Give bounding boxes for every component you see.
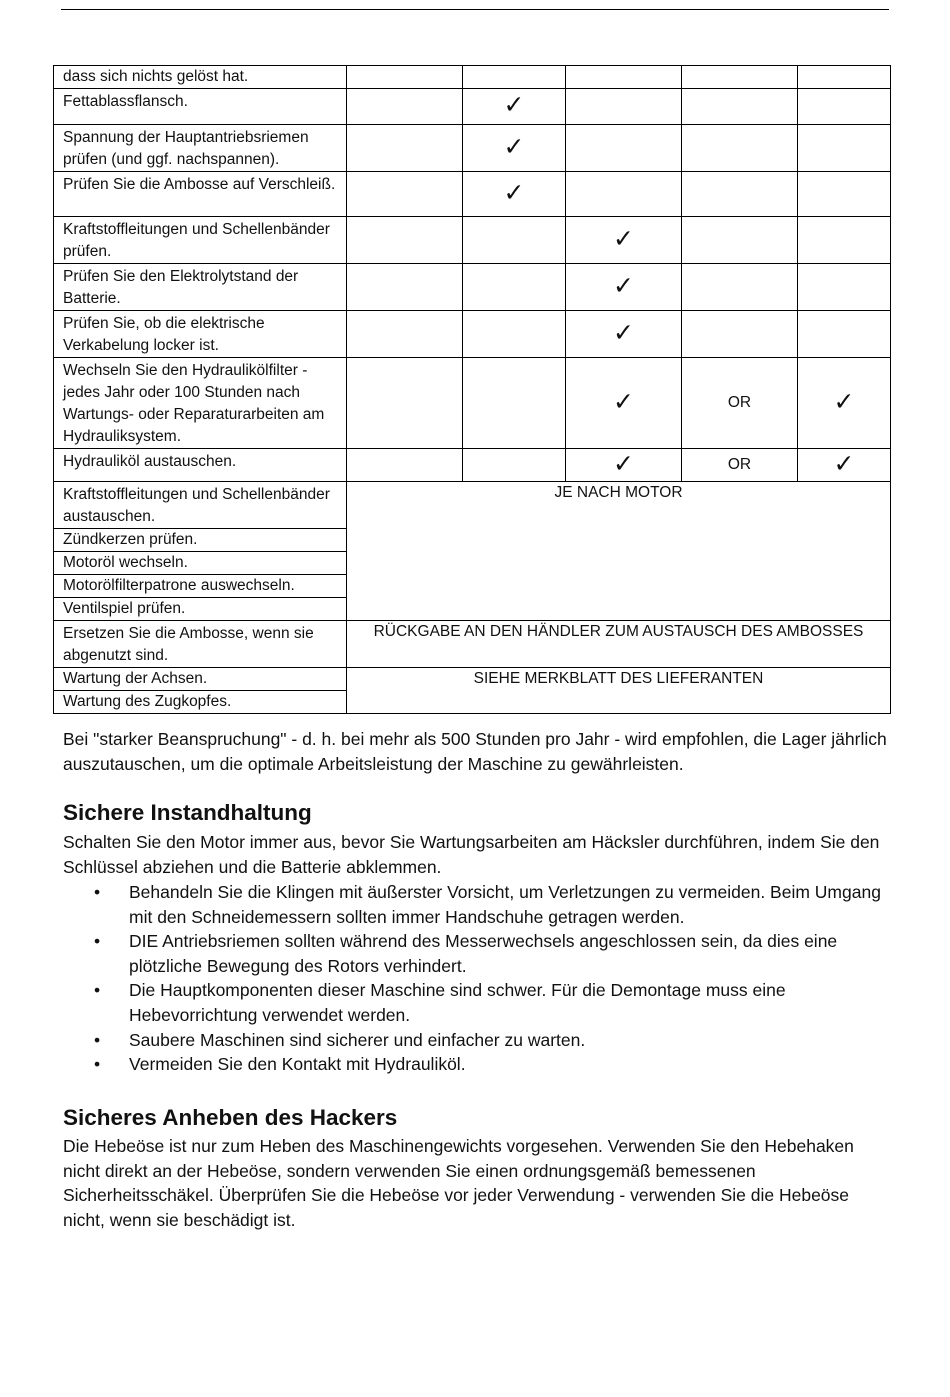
list-item-text: Saubere Maschinen sind sicherer und einfacher zu warten.	[129, 1029, 586, 1050]
empty-cell	[463, 311, 566, 358]
empty-cell	[347, 172, 463, 217]
empty-cell	[347, 311, 463, 358]
safe-maintenance-bullets	[63, 880, 893, 1077]
list-item-text: Behandeln Sie die Klingen mit äußerster Vorsicht, um Verletzungen zu vermeiden. Beim Umgang mit den Schneidemessern sollten immer Handschuhe getragen werden.	[129, 882, 881, 927]
table-row	[54, 217, 891, 264]
checkmark-icon: ✓	[833, 449, 855, 478]
checkmark-icon: ✓	[613, 449, 634, 478]
list-item	[63, 880, 893, 929]
table-row	[54, 311, 891, 358]
table-row-label: Prüfen Sie die Ambosse auf Verschleiß.	[54, 172, 347, 217]
table-row-label: Kraftstoffleitungen und Schellenbänder prüfen.	[54, 217, 347, 264]
table-row	[54, 89, 891, 125]
empty-cell	[682, 217, 798, 264]
supplier-merged-cell: SIEHE MERKBLATT DES LIEFERANTEN	[347, 668, 891, 714]
checkmark-icon: ✓	[833, 387, 855, 416]
empty-cell	[798, 217, 891, 264]
bullet-icon: •	[94, 882, 101, 902]
empty-cell	[682, 172, 798, 217]
table-row-label: Wartung des Zugkopfes.	[54, 691, 347, 714]
list-item	[63, 1052, 893, 1077]
checkmark-icon	[463, 172, 566, 217]
checkmark-icon	[566, 311, 682, 358]
empty-cell	[682, 264, 798, 311]
bearing-note: Bei "starker Beanspruchung" - d. h. bei mehr als 500 Stunden pro Jahr - wird empfohlen, die Lager jährlich auszutauschen, um die optimale Arbeitsleistung der Maschine zu gewährleisten.	[63, 729, 887, 774]
empty-cell	[682, 89, 798, 125]
empty-cell	[798, 66, 891, 89]
checkmark-icon: ✓	[613, 224, 634, 253]
or-cell	[682, 449, 798, 482]
empty-cell	[798, 125, 891, 172]
empty-cell	[463, 217, 566, 264]
safe-maintenance-intro: Schalten Sie den Motor immer aus, bevor Sie Wartungsarbeiten am Häcksler durchführen, indem Sie den Schlüssel abziehen und die Batterie abklemmen.	[63, 832, 880, 877]
empty-cell	[463, 449, 566, 482]
bullet-icon: •	[94, 1054, 101, 1075]
table-row	[54, 264, 891, 311]
or-label: OR	[727, 456, 752, 473]
empty-cell	[347, 89, 463, 125]
table-row-label: Spannung der Hauptantriebsriemen prüfen (und ggf. nachspannen).	[54, 125, 347, 172]
bullet-icon: •	[94, 931, 101, 952]
checkmark-icon	[566, 449, 682, 482]
empty-cell	[463, 358, 566, 449]
table-row-label: Motorölfilterpatrone auswechseln.	[54, 575, 347, 598]
empty-cell	[566, 89, 682, 125]
table-row	[54, 358, 891, 449]
empty-cell	[463, 264, 566, 311]
checkmark-icon	[566, 264, 682, 311]
empty-cell	[682, 125, 798, 172]
table-row-label: Ersetzen Sie die Ambosse, wenn sie abgenutzt sind.	[54, 621, 347, 668]
table-row-label: dass sich nichts gelöst hat.	[54, 66, 347, 89]
empty-cell	[347, 125, 463, 172]
table-row	[54, 125, 891, 172]
empty-cell	[347, 264, 463, 311]
table-row-label: Kraftstoffleitungen und Schellenbänder austauschen.	[54, 482, 347, 529]
table-row-label: Wechseln Sie den Hydraulikölfilter - jedes Jahr oder 100 Stunden nach Wartungs- oder Reparaturarbeiten am Hydrauliksystem.	[54, 358, 347, 449]
empty-cell	[463, 66, 566, 89]
list-item	[63, 1028, 893, 1053]
table-row-label: Prüfen Sie den Elektrolytstand der Batterie.	[54, 264, 347, 311]
table-row	[54, 172, 891, 217]
empty-cell	[682, 66, 798, 89]
list-item-text: Die Hauptkomponenten dieser Maschine sind schwer. Für die Demontage muss eine Hebevorrichtung verwendet werden.	[129, 980, 786, 1025]
anvil-merged-cell: RÜCKGABE AN DEN HÄNDLER ZUM AUSTAUSCH DES AMBOSSES	[347, 621, 891, 668]
checkmark-icon: ✓	[503, 91, 525, 119]
or-label: OR	[727, 394, 752, 411]
maintenance-table	[53, 65, 891, 714]
bullet-icon: •	[94, 980, 101, 1001]
checkmark-icon: ✓	[613, 387, 634, 416]
checkmark-icon: ✓	[613, 318, 634, 347]
checkmark-icon	[798, 358, 891, 449]
checkmark-icon	[566, 217, 682, 264]
empty-cell	[798, 89, 891, 125]
checkmark-icon: ✓	[613, 271, 634, 300]
empty-cell	[682, 311, 798, 358]
table-row-label: Prüfen Sie, ob die elektrische Verkabelung locker ist.	[54, 311, 347, 358]
empty-cell	[347, 66, 463, 89]
empty-cell	[566, 125, 682, 172]
checkmark-icon	[566, 358, 682, 449]
table-row-label: Ventilspiel prüfen.	[54, 598, 347, 621]
list-item	[63, 929, 893, 978]
table-row-label: Motoröl wechseln.	[54, 552, 347, 575]
empty-cell	[798, 311, 891, 358]
table-row-label: Hydrauliköl austauschen.	[54, 449, 347, 482]
list-item	[63, 978, 893, 1027]
bullet-icon: •	[94, 1029, 101, 1050]
table-row-label: Wartung der Achsen.	[54, 668, 347, 691]
empty-cell	[347, 217, 463, 264]
checkmark-icon: ✓	[503, 132, 525, 161]
empty-cell	[798, 172, 891, 217]
table-row-label: Fettablassflansch.	[54, 89, 347, 125]
empty-cell	[798, 264, 891, 311]
empty-cell	[347, 449, 463, 482]
or-cell	[682, 358, 798, 449]
heading-safe-lifting: Sicheres Anheben des Hackers	[63, 1105, 398, 1130]
checkmark-icon: ✓	[503, 178, 525, 207]
empty-cell	[566, 172, 682, 217]
checkmark-icon	[798, 449, 891, 482]
list-item-text: Vermeiden Sie den Kontakt mit Hydrauliköl.	[129, 1054, 466, 1075]
table-row-label: Zündkerzen prüfen.	[54, 529, 347, 552]
table-row	[54, 66, 891, 89]
checkmark-icon	[463, 125, 566, 172]
top-rule	[61, 9, 889, 10]
engine-merged-cell: JE NACH MOTOR	[347, 482, 891, 621]
checkmark-icon	[463, 89, 566, 125]
table-row	[54, 449, 891, 482]
empty-cell	[566, 66, 682, 89]
heading-safe-maintenance: Sichere Instandhaltung	[63, 800, 312, 825]
safe-lifting-body: Die Hebeöse ist nur zum Heben des Maschinengewichts vorgesehen. Verwenden Sie den Hebehaken nicht direkt an der Hebeöse, sondern verwenden Sie einen ordnungsgemäß bemessenen Sicherheitsschäkel. Überprüfen Sie die Hebeöse vor jeder Verwendung - verwenden Sie die Hebeöse nicht, wenn sie beschädigt ist.	[63, 1136, 854, 1230]
list-item-text: DIE Antriebsriemen sollten während des Messerwechsels angeschlossen sein, da dies eine plötzliche Bewegung des Rotors verhindert.	[129, 931, 838, 976]
empty-cell	[347, 358, 463, 449]
